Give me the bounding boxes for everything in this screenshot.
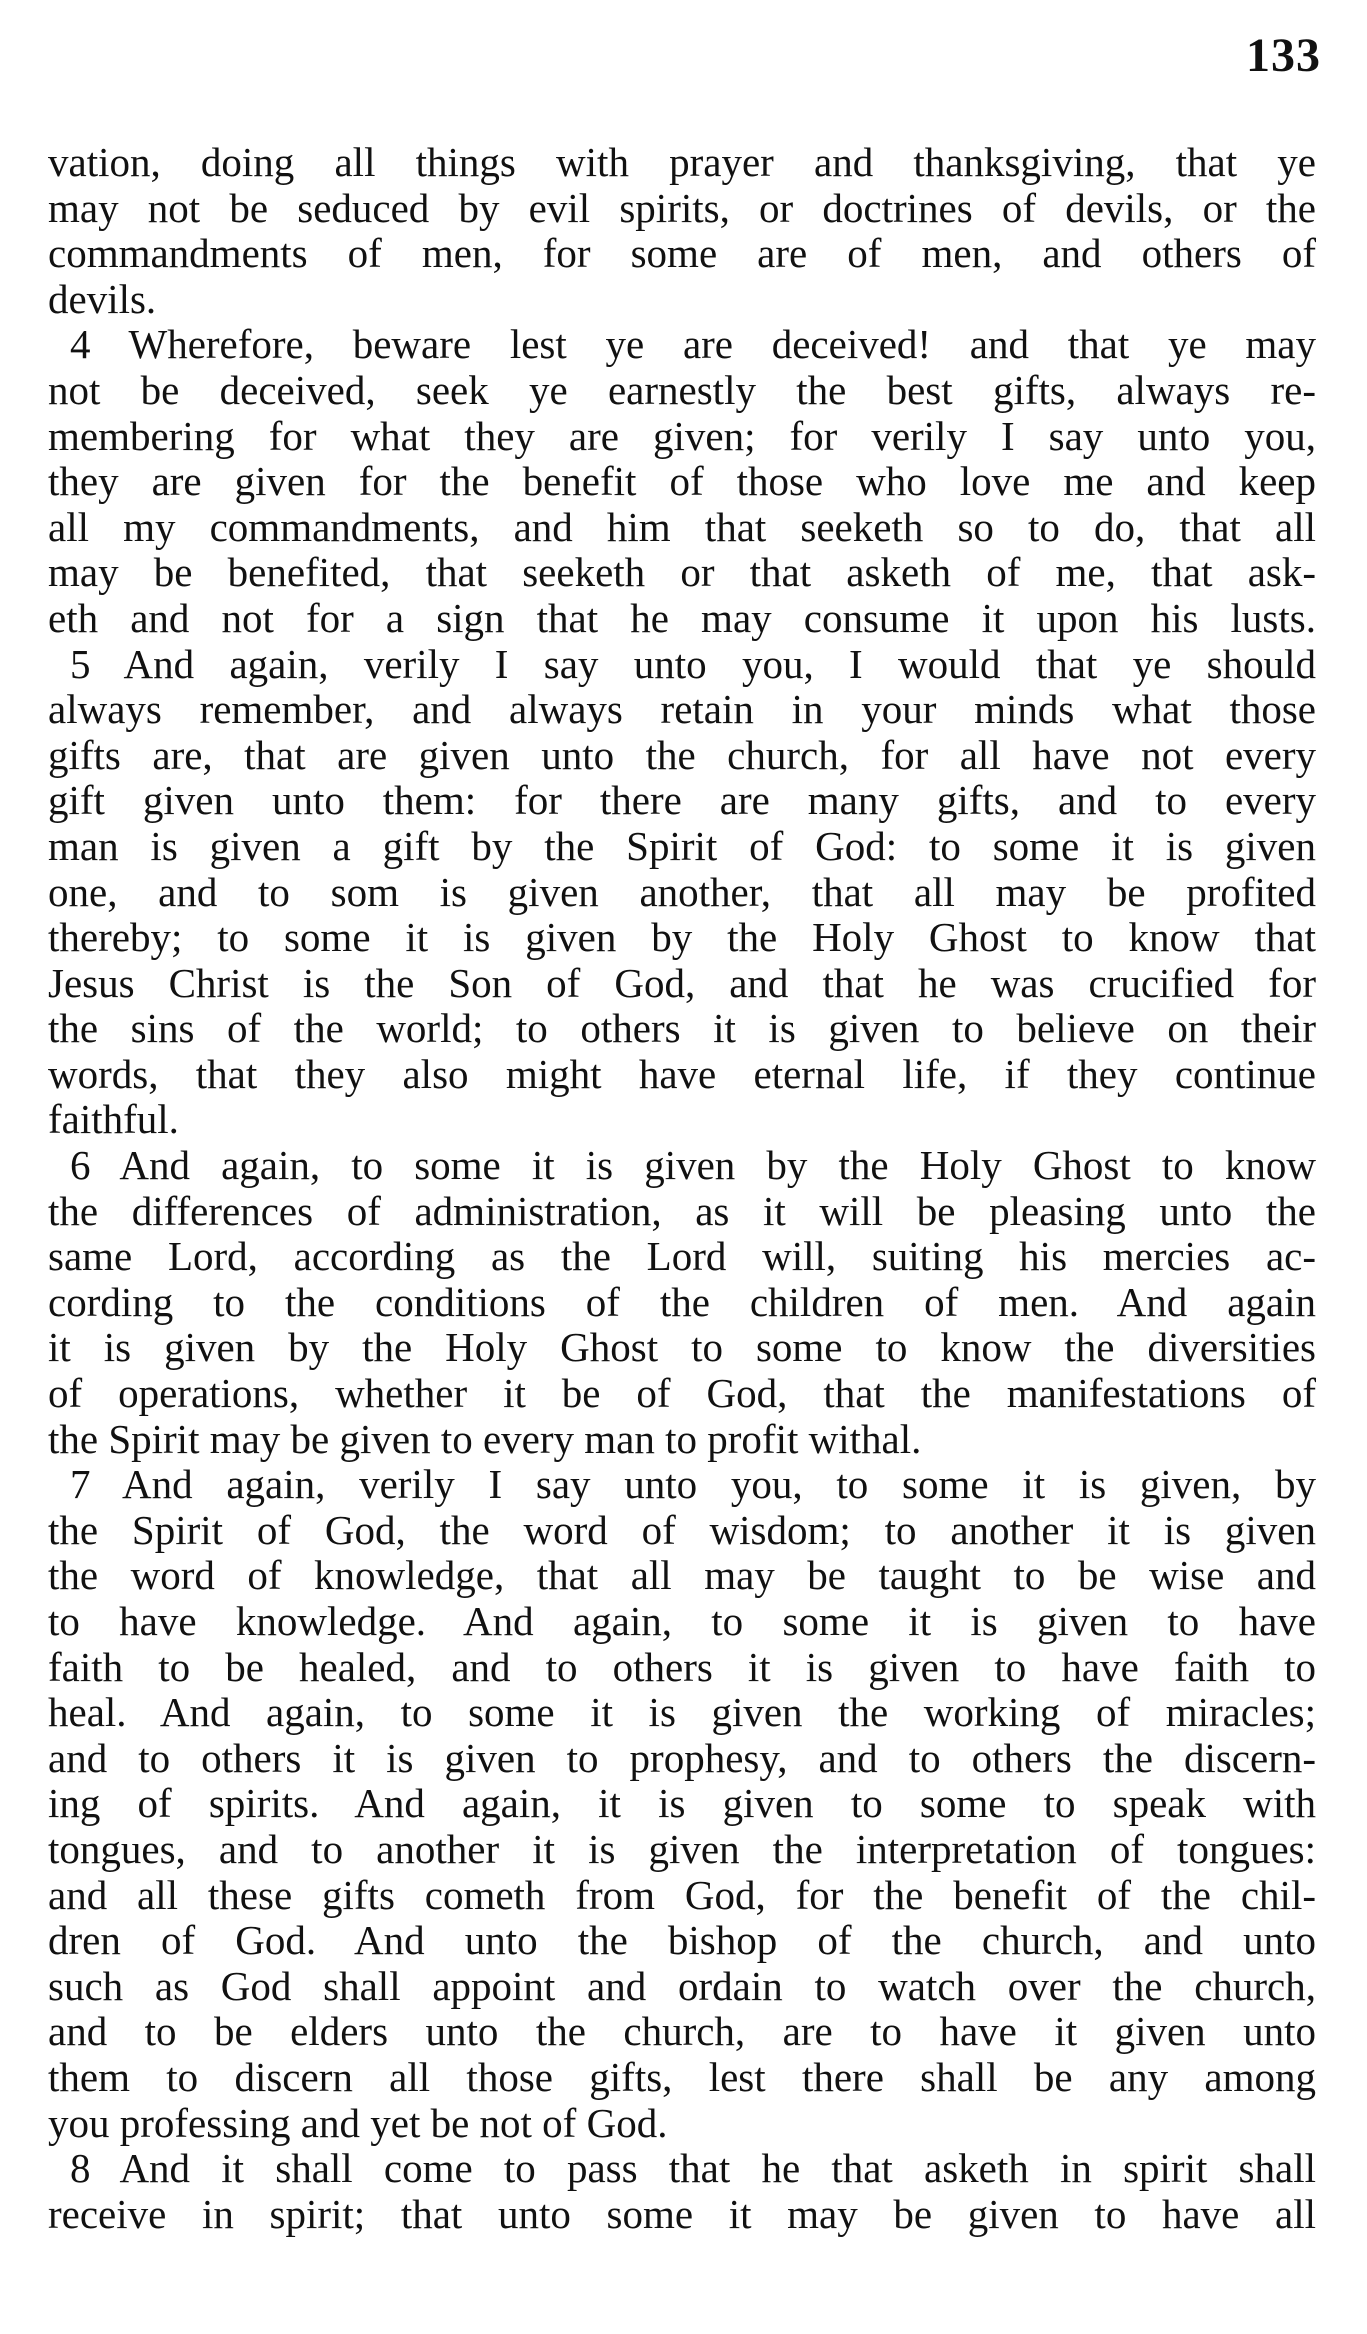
text-line: eth and not for a sign that he may consume it upon his lusts. <box>48 595 1316 641</box>
paragraph-start-line: 7 And again, verily I say unto you, to some it is given, by <box>70 1462 1316 1508</box>
text-line: the Spirit of God, the word of wisdom; to another it is given <box>48 1507 1316 1553</box>
text-line: commandments of men, for some are of men, and others of <box>48 231 1316 277</box>
paragraph-start-line: 5 And again, verily I say unto you, I would that ye should <box>70 641 1316 687</box>
text-line: always remember, and always retain in your minds what those <box>48 687 1316 733</box>
text-line: vation, doing all things with prayer and thanksgiving, that ye <box>48 140 1316 185</box>
text-line: gifts are, that are given unto the church, for all have not every <box>48 732 1316 778</box>
text-line: receive in spirit; that unto some it may be given to have all <box>48 2191 1316 2237</box>
text-line: such as God shall appoint and ordain to watch over the church, <box>48 1963 1316 2009</box>
text-line: and all these gifts cometh from God, for the benefit of the chil- <box>48 1872 1316 1918</box>
page-number: 133 <box>1246 29 1321 82</box>
text-line: dren of God. And unto the bishop of the church, and unto <box>48 1918 1316 1964</box>
text-line: the differences of administration, as it will be pleasing unto the <box>48 1188 1316 1234</box>
paragraph-start-line: 8 And it shall come to pass that he that asketh in spirit shall <box>70 2146 1316 2192</box>
page-body-text <box>48 140 1316 2237</box>
text-line: to have knowledge. And again, to some it is given to have <box>48 1599 1316 1644</box>
text-line: it is given by the Holy Ghost to some to know the diversities <box>48 1325 1316 1371</box>
text-line: and to be elders unto the church, are to have it given unto <box>48 2009 1316 2055</box>
text-line: the sins of the world; to others it is given to believe on their <box>48 1006 1316 1052</box>
text-line: tongues, and to another it is given the interpretation of tongues: <box>48 1826 1316 1872</box>
text-line: may not be seduced by evil spirits, or doctrines of devils, or the <box>48 185 1316 231</box>
text-line: you professing and yet be not of God. <box>48 2100 668 2146</box>
text-line: words, that they also might have eternal life, if they continue <box>48 1051 1316 1097</box>
text-line: cording to the conditions of the children of men. And again <box>48 1279 1316 1325</box>
text-line: heal. And again, to some it is given the working of miracles; <box>48 1690 1316 1736</box>
text-line: man is given a gift by the Spirit of God: to some it is given <box>48 823 1316 869</box>
text-line: and to others it is given to prophesy, and to others the discern- <box>48 1735 1316 1781</box>
text-line: one, and to som is given another, that all may be profited <box>48 869 1316 915</box>
text-line: thereby; to some it is given by the Holy Ghost to know that <box>48 915 1316 961</box>
text-line: of operations, whether it be of God, that the manifestations of <box>48 1371 1316 1417</box>
text-line: they are given for the benefit of those who love me and keep <box>48 459 1316 505</box>
paragraph-start-line: 6 And again, to some it is given by the Holy Ghost to know <box>70 1143 1316 1189</box>
text-line: faithful. <box>48 1097 179 1143</box>
text-line: all my commandments, and him that seeketh so to do, that all <box>48 504 1316 550</box>
text-line: ing of spirits. And again, it is given to some to speak with <box>48 1781 1316 1827</box>
text-line: not be deceived, seek ye earnestly the best gifts, always re- <box>48 367 1316 413</box>
text-line: the word of knowledge, that all may be taught to be wise and <box>48 1553 1316 1599</box>
text-line: the Spirit may be given to every man to profit withal. <box>48 1416 922 1462</box>
text-line: them to discern all those gifts, lest there shall be any among <box>48 2054 1316 2100</box>
text-line: gift given unto them: for there are many gifts, and to every <box>48 778 1316 824</box>
text-line: may be benefited, that seeketh or that asketh of me, that ask- <box>48 550 1316 596</box>
text-line: membering for what they are given; for verily I say unto you, <box>48 413 1316 459</box>
paragraph-start-line: 4 Wherefore, beware lest ye are deceived! and that ye may <box>70 322 1316 368</box>
text-line: devils. <box>48 276 157 322</box>
text-line: faith to be healed, and to others it is given to have faith to <box>48 1644 1316 1690</box>
text-line: same Lord, according as the Lord will, suiting his mercies ac- <box>48 1234 1316 1280</box>
text-line: Jesus Christ is the Son of God, and that he was crucified for <box>48 960 1316 1006</box>
